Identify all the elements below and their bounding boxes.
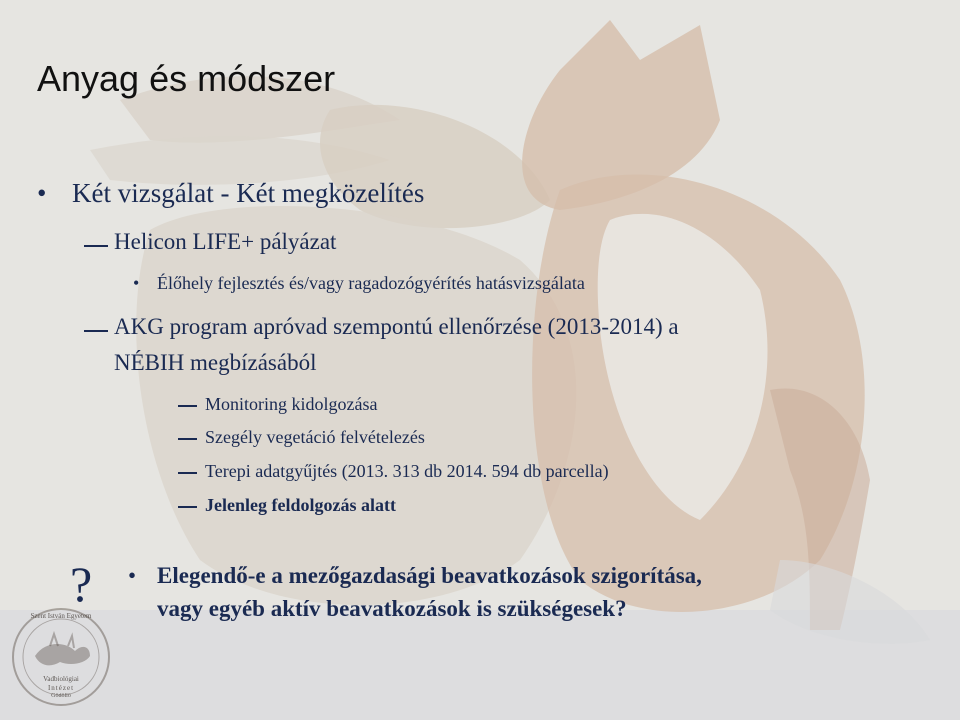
logo-text-bottom-3: Gödöllő: [51, 693, 71, 699]
bullet-dot-icon: •: [133, 273, 140, 293]
item-akg-line2: NÉBIH megbízásából: [114, 350, 317, 375]
logo-text-top: Szent István Egyetem: [30, 612, 92, 620]
item-helicon: Helicon LIFE+ pályázat: [114, 229, 337, 254]
sub-item-monitoring: Monitoring kidolgozása: [205, 394, 378, 414]
dash-icon: [178, 438, 197, 440]
dash-icon: [178, 506, 197, 508]
dash-icon: [84, 330, 108, 332]
item-akg-line1: AKG program apróvad szempontú ellenőrzése (2013-2014) a: [114, 314, 679, 339]
slide-title: Anyag és módszer: [37, 58, 336, 99]
item-helicon-sub: Élőhely fejlesztés és/vagy ragadozógyérítés hatásvizsgálata: [157, 273, 585, 293]
bullet-dot-icon: •: [37, 178, 47, 208]
sub-item-processing: Jelenleg feldolgozás alatt: [205, 495, 396, 515]
bullet-two-studies: Két vizsgálat - Két megközelítés: [72, 178, 425, 208]
bullet-dot-icon: •: [128, 563, 137, 588]
question-mark: ?: [70, 556, 93, 612]
dash-icon: [178, 472, 197, 474]
question-line-1: Elegendő-e a mezőgazdasági beavatkozások szigorítása,: [157, 563, 702, 588]
sub-item-vegetation: Szegély vegetáció felvételezés: [205, 427, 425, 447]
question-line-2: vagy egyéb aktív beavatkozások is szükségesek?: [157, 596, 627, 621]
logo-text-bottom-2: Intézet: [47, 684, 75, 692]
logo-text-bottom-1: Vadbiológiai: [43, 675, 79, 683]
sub-item-field-data: Terepi adatgyűjtés (2013. 313 db 2014. 594 db parcella): [205, 461, 609, 481]
dash-icon: [84, 245, 108, 247]
dash-icon: [178, 405, 197, 407]
